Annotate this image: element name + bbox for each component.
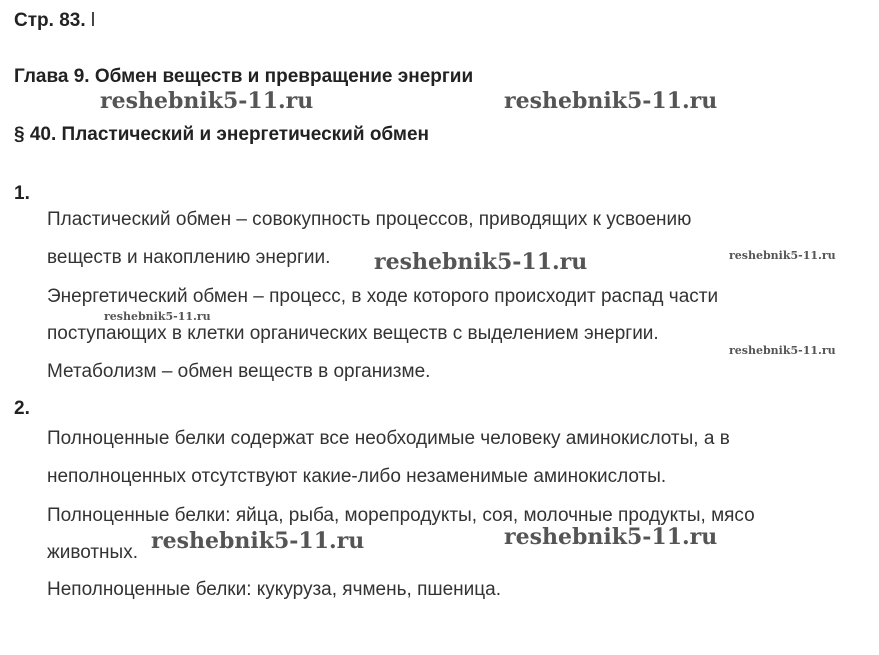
answer-line: животных. bbox=[47, 542, 138, 563]
watermark: reshebnik5-11.ru bbox=[100, 88, 314, 114]
watermark: reshebnik5-11.ru bbox=[104, 310, 211, 323]
question-number: 1. bbox=[14, 183, 30, 204]
chapter-title: Глава 9. Обмен веществ и превращение энергии bbox=[14, 66, 474, 87]
answer-line: Полноценные белки содержат все необходимые человеку аминокислоты, а в bbox=[47, 428, 730, 449]
watermark: reshebnik5-11.ru bbox=[504, 524, 718, 550]
answer-line: веществ и накоплению энергии. bbox=[47, 247, 331, 268]
answer-line: поступающих в клетки органических веществ с выделением энергии. bbox=[47, 323, 659, 344]
page-number bbox=[14, 10, 95, 32]
answer-line: Полноценные белки: яйца, рыба, морепродукты, соя, молочные продукты, мясо bbox=[47, 505, 755, 526]
watermark: reshebnik5-11.ru bbox=[151, 528, 365, 554]
watermark: reshebnik5-11.ru bbox=[729, 344, 836, 357]
answer-line: неполноценных отсутствуют какие-либо незаменимые аминокислоты. bbox=[47, 466, 667, 487]
question-number: 2. bbox=[14, 398, 30, 419]
watermark: reshebnik5-11.ru bbox=[374, 249, 588, 275]
page-number-mark: l bbox=[90, 10, 96, 31]
section-title: § 40. Пластический и энергетический обмен bbox=[14, 124, 430, 145]
watermark: reshebnik5-11.ru bbox=[504, 88, 718, 114]
page-number-text: Стр. 83. bbox=[14, 10, 86, 31]
answer-line: Энергетический обмен – процесс, в ходе которого происходит распад части bbox=[47, 286, 719, 307]
answer-line: Пластический обмен – совокупность процессов, приводящих к усвоению bbox=[47, 209, 692, 230]
watermark: reshebnik5-11.ru bbox=[729, 249, 836, 262]
answer-line: Метаболизм – обмен веществ в организме. bbox=[47, 361, 431, 382]
answer-line: Неполноценные белки: кукуруза, ячмень, пшеница. bbox=[47, 579, 501, 600]
